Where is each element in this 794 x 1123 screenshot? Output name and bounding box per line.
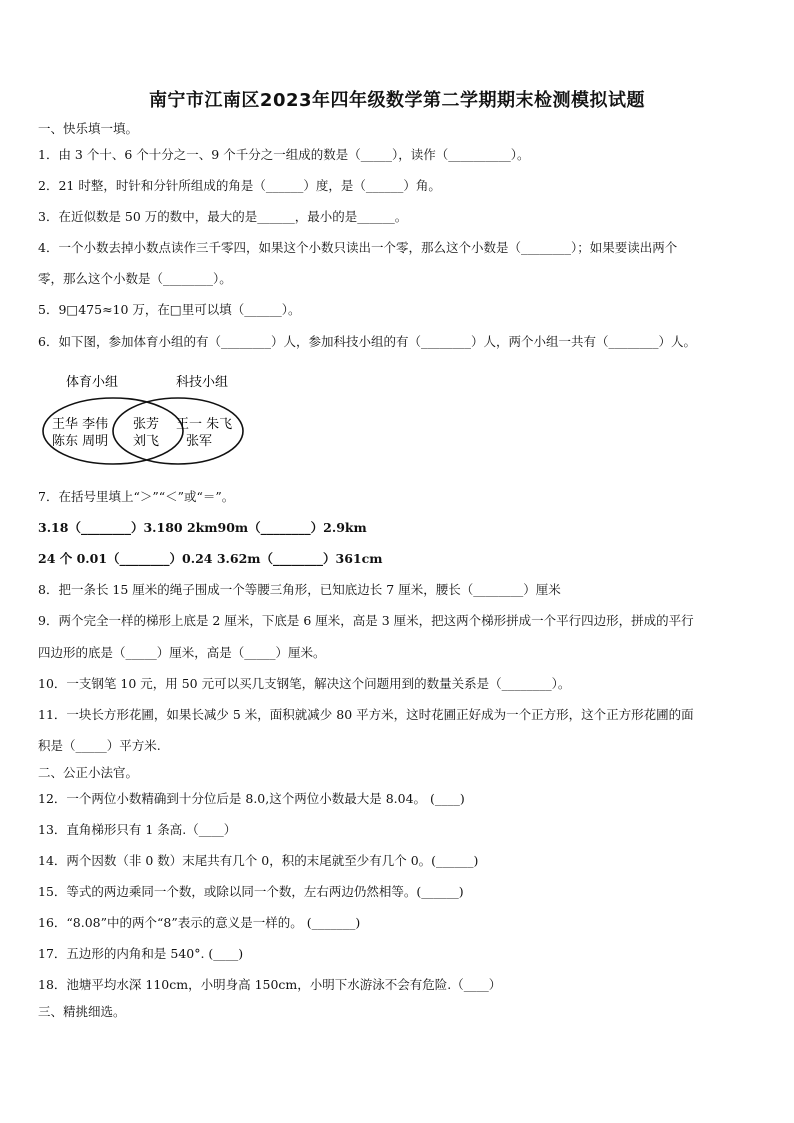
venn-mid-row2: 刘飞 <box>133 434 160 449</box>
question-12: 12．一个两位小数精确到十分位后是 8.0,这个两位小数最大是 8.04。 (____) <box>38 791 465 806</box>
question-7-row-2: 24 个 0.01（________）0.24 3.62m（________）361cm <box>38 551 383 566</box>
venn-right-label: 科技小组 <box>176 375 229 390</box>
question-16: 16．“8.08”中的两个“8”表示的意义是一样的。 (_______) <box>38 915 361 930</box>
venn-left-label: 体育小组 <box>66 375 119 390</box>
section-heading-1: 一、快乐填一填。 <box>38 121 139 136</box>
question-17: 17．五边形的内角和是 540°. (____) <box>38 946 244 961</box>
venn-left-row2: 陈东 周明 <box>52 434 109 449</box>
question-18: 18．池塘平均水深 110cm，小明身高 150cm，小明下水游泳不会有危险.（____） <box>38 977 502 992</box>
question-13: 13．直角梯形只有 1 条高.（____） <box>38 822 237 837</box>
page-title: 南宁市江南区2023年四年级数学第二学期期末检测模拟试题 <box>148 90 646 111</box>
question-4-line-2: 零，那么这个小数是（________）。 <box>38 271 232 286</box>
section-heading-2: 二、公正小法官。 <box>38 765 139 780</box>
section-heading-3: 三、精挑细选。 <box>38 1004 126 1019</box>
question-9-line-2: 四边形的底是（_____）厘米，高是（_____）厘米。 <box>38 645 326 660</box>
question-9-line-1: 9．两个完全一样的梯形上底是 2 厘米，下底是 6 厘米，高是 3 厘米，把这两个梯形拼成一个平行四边形，拼成的平行 <box>38 613 694 628</box>
venn-diagram <box>38 368 248 478</box>
question-14: 14．两个因数（非 0 数）末尾共有几个 0，积的末尾就至少有几个 0。(______) <box>38 853 479 868</box>
question-6: 6．如下图，参加体育小组的有（________）人，参加科技小组的有（________）人，两个小组一共有（________）人。 <box>38 334 696 349</box>
question-15: 15．等式的两边乘同一个数，或除以同一个数，左右两边仍然相等。(______) <box>38 884 464 899</box>
venn-left-row1: 王华 李伟 <box>52 417 109 432</box>
question-5: 5．9□475≈10 万，在□里可以填（______）。 <box>38 302 301 317</box>
venn-right-row1: 王一 朱飞 <box>176 417 233 432</box>
venn-mid-row1: 张芳 <box>133 417 160 432</box>
question-4-line-1: 4．一个小数去掉小数点读作三千零四，如果这个小数只读出一个零，那么这个小数是（________）；如果要读出两个 <box>38 240 678 255</box>
venn-right-row2: 张军 <box>186 434 213 449</box>
question-3: 3．在近似数是 50 万的数中，最大的是______，最小的是______。 <box>38 209 408 224</box>
question-11-line-1: 11．一块长方形花圃，如果长减少 5 米，面积就减少 80 平方米，这时花圃正好成为一个正方形，这个正方形花圃的面 <box>38 707 694 722</box>
question-1: 1．由 3 个十、6 个十分之一、9 个千分之一组成的数是（_____），读作（__________）。 <box>38 147 530 162</box>
question-10: 10．一支钢笔 10 元，用 50 元可以买几支钢笔，解决这个问题用到的数量关系是（________）。 <box>38 676 571 691</box>
question-2: 2．21 时整，时针和分针所组成的角是（______）度，是（______）角。 <box>38 178 441 193</box>
question-11-line-2: 积是（_____）平方米. <box>38 738 161 753</box>
question-8: 8．把一条长 15 厘米的绳子围成一个等腰三角形，已知底边长 7 厘米，腰长（________）厘米 <box>38 582 561 597</box>
question-7-row-1: 3.18（________）3.180 2km90m（________）2.9km <box>38 520 367 535</box>
question-7: 7．在括号里填上“＞”“＜”或“＝”。 <box>38 489 235 504</box>
